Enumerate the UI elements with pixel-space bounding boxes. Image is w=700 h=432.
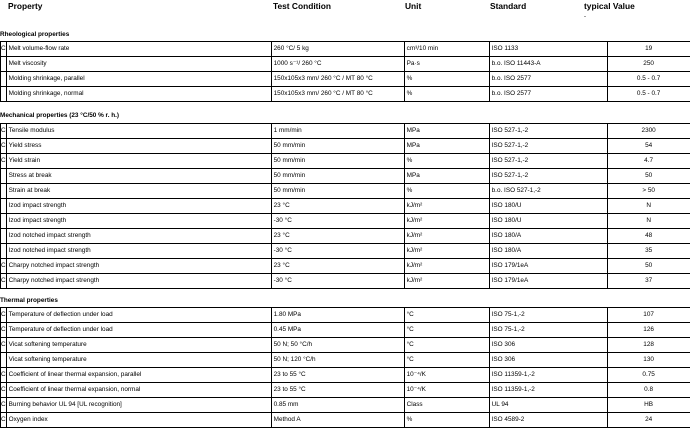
header-property: Property: [8, 1, 43, 11]
table-row: [1, 229, 690, 244]
property-cell: Charpy notched impact strength: [6, 274, 271, 289]
table-row: [1, 368, 690, 383]
standard-cell: ISO 306: [489, 353, 607, 368]
value-cell: 128: [607, 338, 690, 353]
unit-cell: %: [404, 87, 489, 102]
standard-cell: ISO 180/A: [489, 244, 607, 259]
section-title: Rheological properties: [0, 31, 70, 38]
unit-cell: kJ/m²: [404, 214, 489, 229]
value-cell: 107: [607, 308, 690, 323]
unit-cell: kJ/m²: [404, 229, 489, 244]
condition-cell: 50 mm/min: [271, 169, 404, 184]
unit-cell: MPa: [404, 124, 489, 139]
value-cell: 54: [607, 139, 690, 154]
value-cell: 50: [607, 169, 690, 184]
table-row: [1, 398, 690, 413]
standard-cell: ISO 306: [489, 338, 607, 353]
property-table: [0, 123, 690, 289]
value-cell: 250: [607, 57, 690, 72]
unit-cell: kJ/m²: [404, 244, 489, 259]
condition-cell: -30 °C: [271, 214, 404, 229]
standard-cell: b.o. ISO 11443-A: [489, 57, 607, 72]
row-marker: C: [1, 383, 7, 398]
standard-cell: ISO 180/A: [489, 229, 607, 244]
table-row: [1, 154, 690, 169]
property-cell: Yield stress: [6, 139, 271, 154]
value-cell: 0.5 - 0.7: [607, 72, 690, 87]
property-cell: Izod impact strength: [6, 214, 271, 229]
standard-cell: ISO 11359-1,-2: [489, 383, 607, 398]
unit-cell: cm³/10 min: [404, 42, 489, 57]
condition-cell: Method A: [271, 413, 404, 428]
unit-cell: kJ/m²: [404, 274, 489, 289]
row-marker: C: [1, 42, 7, 57]
row-marker: C: [1, 139, 7, 154]
table-row: [1, 214, 690, 229]
property-cell: Coefficient of linear thermal expansion, parallel: [6, 368, 271, 383]
standard-cell: ISO 180/U: [489, 199, 607, 214]
standard-cell: ISO 527-1,-2: [489, 154, 607, 169]
standard-cell: ISO 75-1,-2: [489, 323, 607, 338]
table-row: [1, 308, 690, 323]
row-marker: C: [1, 308, 7, 323]
unit-cell: °C: [404, 308, 489, 323]
property-cell: Strain at break: [6, 184, 271, 199]
table-row: [1, 72, 690, 87]
condition-cell: -30 °C: [271, 274, 404, 289]
condition-cell: 0.85 mm: [271, 398, 404, 413]
value-cell: 130: [607, 353, 690, 368]
property-cell: Izod impact strength: [6, 199, 271, 214]
table-row: [1, 124, 690, 139]
row-marker: C: [1, 259, 7, 274]
property-cell: Stress at break: [6, 169, 271, 184]
unit-cell: 10⁻⁴/K: [404, 383, 489, 398]
value-cell: 48: [607, 229, 690, 244]
standard-cell: b.o. ISO 527-1,-2: [489, 184, 607, 199]
condition-cell: 23 to 55 °C: [271, 368, 404, 383]
standard-cell: ISO 1133: [489, 42, 607, 57]
property-table: [0, 41, 690, 102]
value-cell: HB: [607, 398, 690, 413]
property-cell: Izod notched impact strength: [6, 229, 271, 244]
table-row: [1, 383, 690, 398]
condition-cell: 50 N; 120 °C/h: [271, 353, 404, 368]
condition-cell: 1000 s⁻¹/ 260 °C: [271, 57, 404, 72]
table-row: [1, 323, 690, 338]
standard-cell: ISO 179/1eA: [489, 259, 607, 274]
standard-cell: b.o. ISO 2577: [489, 87, 607, 102]
table-row: [1, 139, 690, 154]
property-cell: Melt viscosity: [6, 57, 271, 72]
property-cell: Molding shrinkage, parallel: [6, 72, 271, 87]
table-row: [1, 199, 690, 214]
condition-cell: 50 N; 50 °C/h: [271, 338, 404, 353]
value-cell: 0.5 - 0.7: [607, 87, 690, 102]
row-marker: C: [1, 398, 7, 413]
unit-cell: MPa: [404, 139, 489, 154]
condition-cell: 260 °C/ 5 kg: [271, 42, 404, 57]
unit-cell: kJ/m²: [404, 199, 489, 214]
header-standard: Standard: [490, 1, 527, 11]
standard-cell: ISO 4589-2: [489, 413, 607, 428]
property-cell: Molding shrinkage, normal: [6, 87, 271, 102]
value-cell: 126: [607, 323, 690, 338]
unit-cell: Class: [404, 398, 489, 413]
property-cell: Vicat softening temperature: [6, 353, 271, 368]
property-cell: Temperature of deflection under load: [6, 323, 271, 338]
standard-cell: b.o. ISO 2577: [489, 72, 607, 87]
table-row: [1, 244, 690, 259]
value-cell: 50: [607, 259, 690, 274]
unit-cell: Pa·s: [404, 57, 489, 72]
condition-cell: 150x105x3 mm/ 260 °C / MT 80 °C: [271, 87, 404, 102]
table-row: [1, 87, 690, 102]
property-cell: Melt volume-flow rate: [6, 42, 271, 57]
value-cell: N: [607, 214, 690, 229]
row-marker: C: [1, 124, 7, 139]
value-cell: 0.8: [607, 383, 690, 398]
header-test-condition: Test Condition: [273, 1, 331, 11]
standard-cell: ISO 527-1,-2: [489, 169, 607, 184]
unit-cell: °C: [404, 338, 489, 353]
section-title: Thermal properties: [0, 297, 58, 304]
condition-cell: 23 °C: [271, 259, 404, 274]
standard-cell: UL 94: [489, 398, 607, 413]
table-row: [1, 169, 690, 184]
table-row: [1, 274, 690, 289]
condition-cell: 23 °C: [271, 199, 404, 214]
unit-cell: °C: [404, 353, 489, 368]
unit-cell: %: [404, 184, 489, 199]
unit-cell: °C: [404, 323, 489, 338]
condition-cell: 1 mm/min: [271, 124, 404, 139]
row-marker: C: [1, 338, 7, 353]
condition-cell: 23 to 55 °C: [271, 383, 404, 398]
condition-cell: 50 mm/min: [271, 184, 404, 199]
property-cell: Vicat softening temperature: [6, 338, 271, 353]
property-cell: Temperature of deflection under load: [6, 308, 271, 323]
standard-cell: ISO 179/1eA: [489, 274, 607, 289]
unit-cell: 10⁻⁴/K: [404, 368, 489, 383]
property-cell: Tensile modulus: [6, 124, 271, 139]
unit-cell: MPa: [404, 169, 489, 184]
table-row: [1, 42, 690, 57]
condition-cell: 50 mm/min: [271, 154, 404, 169]
section-title: Mechanical properties (23 °C/50 % r. h.): [0, 112, 120, 119]
standard-cell: ISO 527-1,-2: [489, 139, 607, 154]
condition-cell: 1.80 MPa: [271, 308, 404, 323]
table-row: [1, 259, 690, 274]
value-cell: 24: [607, 413, 690, 428]
standard-cell: ISO 180/U: [489, 214, 607, 229]
table-row: [1, 57, 690, 72]
property-cell: Oxygen index: [6, 413, 271, 428]
header-typical-value-sub: -: [584, 14, 586, 20]
standard-cell: ISO 75-1,-2: [489, 308, 607, 323]
value-cell: 37: [607, 274, 690, 289]
row-marker: C: [1, 274, 7, 289]
unit-cell: %: [404, 154, 489, 169]
header-typical-value: typical Value: [584, 1, 635, 11]
row-marker: C: [1, 323, 7, 338]
value-cell: > 50: [607, 184, 690, 199]
value-cell: 2300: [607, 124, 690, 139]
value-cell: 0.75: [607, 368, 690, 383]
property-cell: Burning behavior UL 94 [UL recognition]: [6, 398, 271, 413]
condition-cell: 0.45 MPa: [271, 323, 404, 338]
standard-cell: ISO 527-1,-2: [489, 124, 607, 139]
value-cell: 35: [607, 244, 690, 259]
unit-cell: %: [404, 72, 489, 87]
row-marker: C: [1, 368, 7, 383]
table-row: [1, 413, 690, 428]
unit-cell: kJ/m²: [404, 259, 489, 274]
row-marker: C: [1, 413, 7, 428]
value-cell: 4.7: [607, 154, 690, 169]
condition-cell: 150x105x3 mm/ 260 °C / MT 80 °C: [271, 72, 404, 87]
condition-cell: 50 mm/min: [271, 139, 404, 154]
property-cell: Coefficient of linear thermal expansion, normal: [6, 383, 271, 398]
row-marker: C: [1, 154, 7, 169]
condition-cell: 23 °C: [271, 229, 404, 244]
property-cell: Izod notched impact strength: [6, 244, 271, 259]
property-cell: Yield strain: [6, 154, 271, 169]
property-cell: Charpy notched impact strength: [6, 259, 271, 274]
condition-cell: -30 °C: [271, 244, 404, 259]
header-unit: Unit: [405, 1, 422, 11]
value-cell: N: [607, 199, 690, 214]
value-cell: 19: [607, 42, 690, 57]
property-table: [0, 307, 690, 428]
table-row: [1, 353, 690, 368]
standard-cell: ISO 11359-1,-2: [489, 368, 607, 383]
table-row: [1, 338, 690, 353]
unit-cell: %: [404, 413, 489, 428]
table-row: [1, 184, 690, 199]
